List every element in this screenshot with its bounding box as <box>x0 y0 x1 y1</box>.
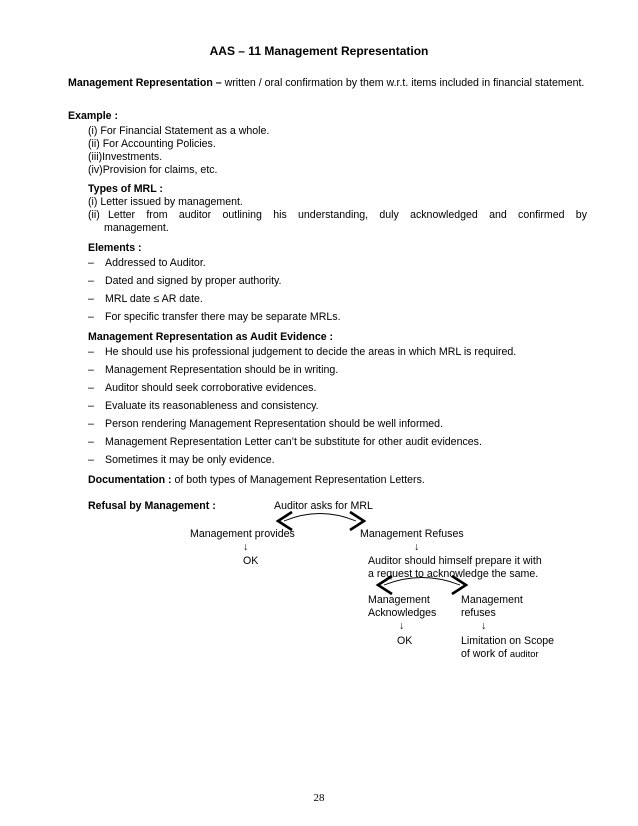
evidence-item-text: Person rendering Management Representation should be well informed. <box>105 418 444 430</box>
down-arrow-icon: ↓ <box>399 620 405 632</box>
dash-mark: – <box>88 418 94 430</box>
page-number: 28 <box>313 792 325 804</box>
mgmt-provides-node: Management provides <box>190 528 295 540</box>
documentation-text: of both types of Management Representation Letters. <box>171 474 425 486</box>
example-item: (iv)Provision for claims, etc. <box>88 164 218 176</box>
mgmt-refuses-2-line-1: Management <box>461 594 523 606</box>
dash-mark: – <box>88 275 94 287</box>
example-heading: Example : <box>68 110 119 122</box>
limitation-line-2-text: of work of <box>461 648 510 660</box>
refusal-heading: Refusal by Management : <box>88 500 216 512</box>
dash-mark: – <box>88 293 94 305</box>
dash-mark: – <box>88 257 94 269</box>
dash-mark: – <box>88 454 94 466</box>
auditor-asks-node: Auditor asks for MRL <box>274 500 373 512</box>
down-arrow-icon: ↓ <box>414 541 420 553</box>
evidence-item-text: Management Representation Letter can’t be substitute for other audit evidences. <box>105 436 482 448</box>
limitation-line-2 <box>461 648 539 661</box>
limitation-line-1: Limitation on Scope <box>461 635 555 647</box>
evidence-item-text: Management Representation should be in writing. <box>105 364 339 376</box>
intro-text: written / oral confirmation by them w.r.t. items included in financial statement. <box>221 77 585 89</box>
types-item-2-continued: management. <box>104 222 169 234</box>
mgmt-acknowledges-line-2: Acknowledges <box>368 607 437 619</box>
evidence-item-text: Auditor should seek corroborative evidences. <box>105 382 317 394</box>
elements-item-text: MRL date ≤ AR date. <box>105 293 203 305</box>
page-title: AAS – 11 Management Representation <box>209 44 429 58</box>
types-item-1: (i) Letter issued by management. <box>88 196 243 208</box>
elements-item-text: Addressed to Auditor. <box>105 257 206 269</box>
types-heading: Types of MRL : <box>88 183 163 195</box>
intro-term: Management Representation – <box>68 77 222 89</box>
auditor-prepare-line-2: a request to acknowledge the same. <box>368 568 539 580</box>
ok-node: OK <box>243 555 259 567</box>
dash-mark: – <box>88 346 94 358</box>
types-item-2-text: Letter from auditor outlining his understanding, duly acknowledged and confirmed by <box>108 209 587 221</box>
limitation-line-2-auditor: auditor <box>509 648 539 659</box>
mgmt-acknowledges-line-1: Management <box>368 594 430 606</box>
down-arrow-icon: ↓ <box>243 541 249 553</box>
example-item: (iii)Investments. <box>88 151 163 163</box>
example-item: (i) For Financial Statement as a whole. <box>88 125 270 137</box>
dash-mark: – <box>88 311 94 323</box>
auditor-prepare-line-1: Auditor should himself prepare it with <box>368 555 542 567</box>
elements-item-text: Dated and signed by proper authority. <box>105 275 282 287</box>
documentation-term: Documentation : <box>88 474 172 486</box>
mgmt-refuses-node: Management Refuses <box>360 528 464 540</box>
example-item: (ii) For Accounting Policies. <box>88 138 216 150</box>
dash-mark: – <box>88 400 94 412</box>
dash-mark: – <box>88 382 94 394</box>
types-item-2-number: (ii) <box>88 209 100 221</box>
down-arrow-icon: ↓ <box>481 620 487 632</box>
ok-node-2: OK <box>397 635 413 647</box>
elements-item-text: For specific transfer there may be separate MRLs. <box>105 311 341 323</box>
evidence-item-text: He should use his professional judgement to decide the areas in which MRL is required. <box>105 346 517 358</box>
evidence-item-text: Sometimes it may be only evidence. <box>105 454 275 466</box>
evidence-item-text: Evaluate its reasonableness and consistency. <box>105 400 319 412</box>
evidence-heading: Management Representation as Audit Evidence : <box>88 331 334 343</box>
branch-curve-top <box>284 514 356 522</box>
elements-heading: Elements : <box>88 242 142 254</box>
dash-mark: – <box>88 364 94 376</box>
dash-mark: – <box>88 436 94 448</box>
mgmt-refuses-2-line-2: refuses <box>461 607 496 619</box>
